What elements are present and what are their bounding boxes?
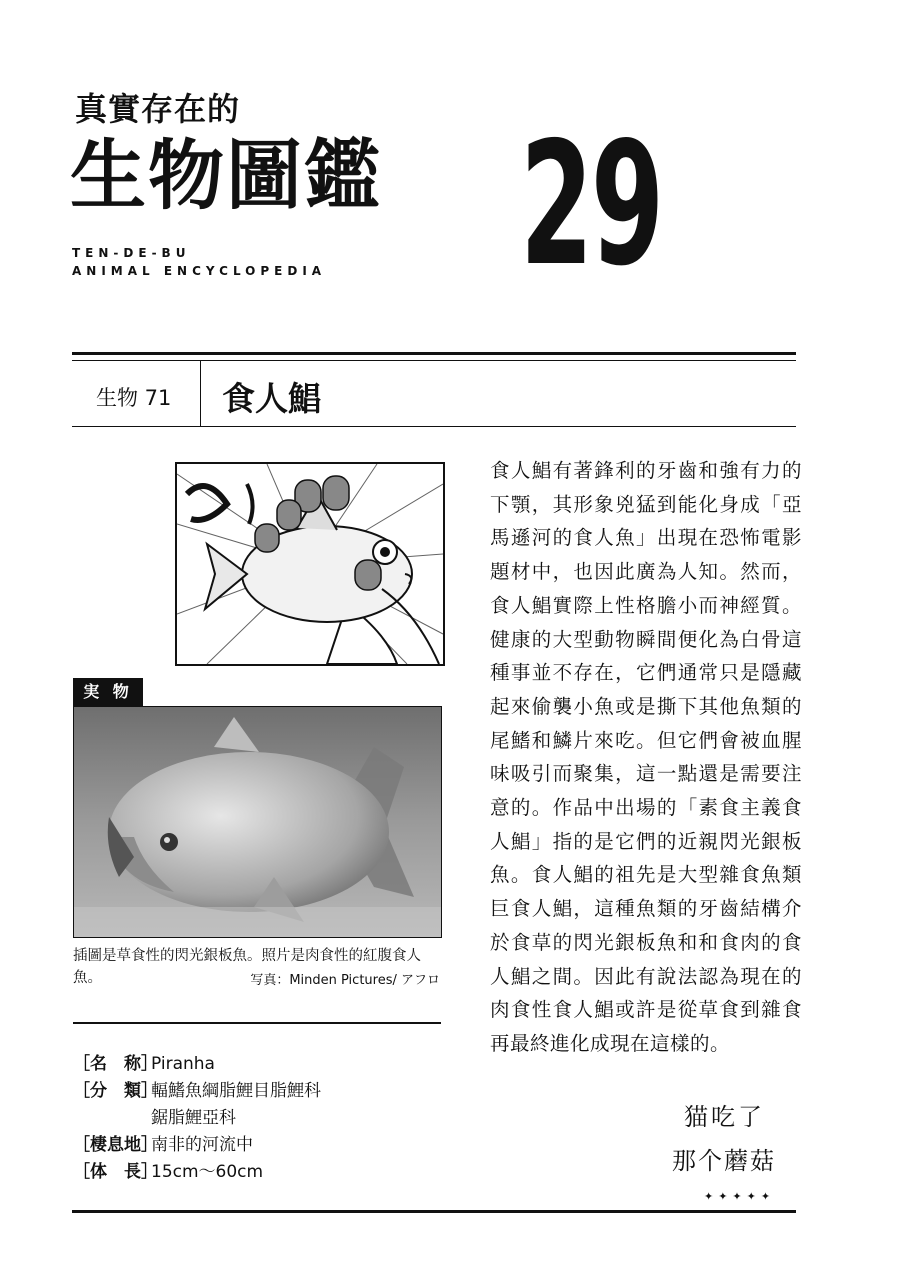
data-value: Piranha [151,1054,215,1074]
photo-tag: 実 物 [73,678,143,706]
entry-divider [200,361,201,426]
photo-credit: 写真：Minden Pictures/ アフロ [250,973,440,988]
data-value: 15cm～60cm [151,1162,264,1182]
entry-name: 食人鯧 [222,379,321,418]
manga-illustration [175,462,445,666]
footer-rule [72,1210,796,1213]
kicker-title: 真實存在的 [75,90,241,128]
entry-top-rule [72,360,796,361]
article-body: 食人鯧有著鋒利的牙齒和強有力的下顎，其形象兇猛到能化身成「亞馬遜河的食人魚」出現在恐怖電影題材中，也因此廣為人知。然而，食人鯧實際上性格膽小而神經質。健康的大型動物瞬間便化為白骨這種事並不存在，它們通常只是隱藏起來偷襲小魚或是撕下其他魚類的尾鰭和鱗片來吃。但它們會被血腥味吸引而聚集，這一點還是需要注意的。作品中出場的「素食主義食人鯧」指的是它們的近親閃光銀板魚。食人鯧的祖先是大型雜食魚類巨食人鯧，這種魚類的牙齒結構介於食草的閃光銀板魚和和食肉的食人鯧之間。因此有說法認為現在的肉食性食人鯧或許是從草食到雜食再最終進化成現在這樣的。 [490,459,802,1055]
data-row-name [73,1051,321,1078]
data-value: 南非的河流中 [151,1135,253,1155]
data-value-line2: 鋸脂鯉亞科 [151,1108,236,1128]
stamp-line2: 那个蘑菇 [672,1147,776,1175]
photo-caption: 插圖是草食性的閃光銀板魚。照片是肉食性的紅腹食人魚。 [73,948,421,986]
data-row-habitat [73,1132,321,1159]
piranha-icon [74,707,441,937]
data-table [73,1051,321,1186]
entry-number: 生物 71 [96,386,172,410]
data-rule [73,1022,441,1024]
subtitle-line1: TEN-DE-BU [72,246,191,260]
data-key: ［棲息地］ [73,1135,158,1155]
data-value-line1: 輻鰭魚綱脂鯉目脂鯉科 [151,1081,321,1101]
page-title: 生物圖鑑 [70,131,382,220]
data-key: ［体 長］ [73,1162,158,1182]
data-value [151,1078,321,1132]
fish-in-hand-icon [177,464,443,664]
stamp-line1: 猫吃了 [684,1103,765,1131]
data-row-length [73,1159,321,1186]
subtitle-line2: ANIMAL ENCYCLOPEDIA [72,264,327,278]
volume-number: 29 [520,106,662,304]
data-row-classification [73,1078,321,1132]
header-rule [72,352,796,355]
data-key: ［分 類］ [73,1081,158,1101]
data-key: ［名 称］ [73,1054,158,1074]
piranha-photo [73,706,442,938]
watermark-stamp [670,1100,800,1203]
stamp-dots-icon: ✦✦✦✦✦ [704,1190,776,1203]
entry-bottom-rule [72,426,796,427]
